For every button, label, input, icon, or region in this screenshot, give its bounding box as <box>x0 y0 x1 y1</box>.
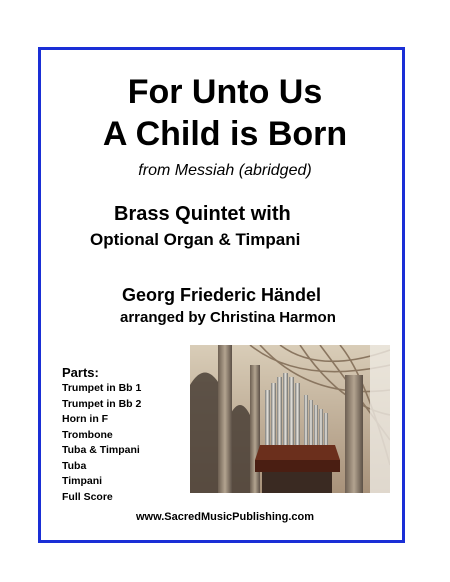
title-line-2: A Child is Born <box>102 115 348 153</box>
parts-label: Parts: <box>62 365 99 380</box>
part-item: Tuba & Timpani <box>62 444 140 456</box>
arranger: arranged by Christina Harmon <box>120 309 336 326</box>
ensemble-line-2: Optional Organ & Timpani <box>90 230 301 249</box>
cathedral-organ-photo <box>190 345 390 493</box>
part-item: Tuba <box>62 459 87 472</box>
subtitle: from Messiah (abridged) <box>138 162 312 179</box>
part-item: Trumpet in Bb 2 <box>62 397 142 410</box>
part-item: Horn in F <box>62 413 109 425</box>
website: www.SacredMusicPublishing.com <box>135 511 315 523</box>
parts-list <box>62 381 141 505</box>
ensemble-line-1: Brass Quintet with <box>114 203 291 225</box>
part-item: Full Score <box>62 490 113 503</box>
composer: Georg Friederic Händel <box>122 285 322 305</box>
title-line-1: For Unto Us <box>127 73 323 111</box>
part-item: Trombone <box>62 428 113 441</box>
part-item: Trumpet in Bb 1 <box>62 382 142 394</box>
parts-section <box>62 365 141 505</box>
part-item: Timpani <box>62 475 103 487</box>
